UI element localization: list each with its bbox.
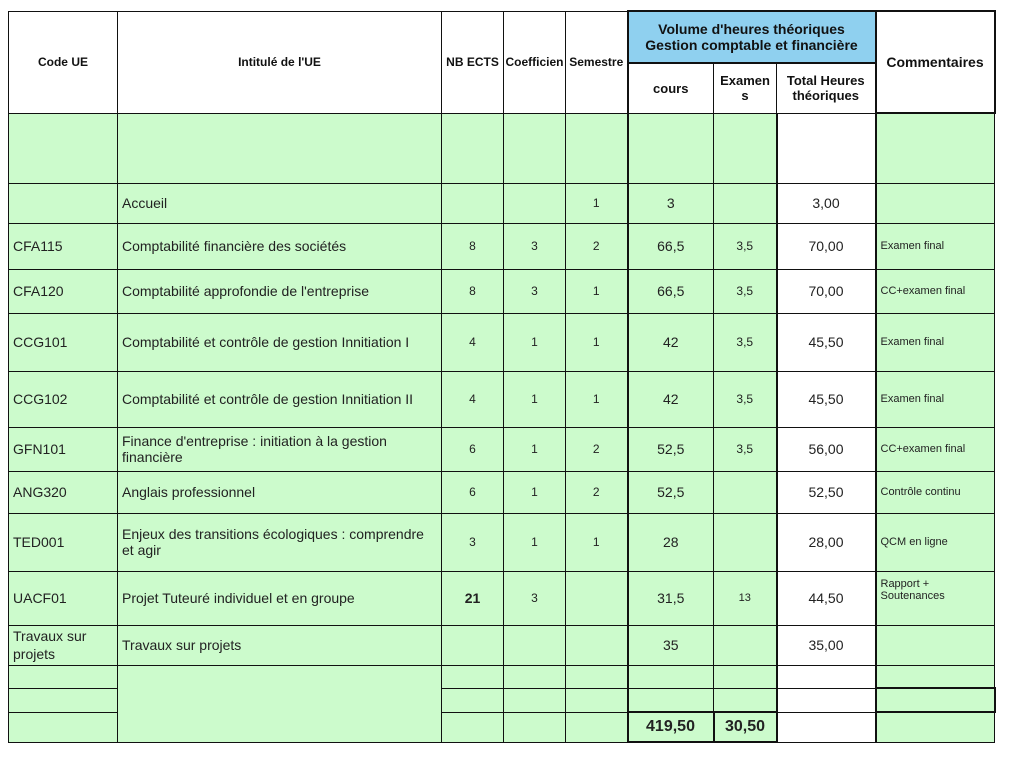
cell-cours: 3: [628, 183, 714, 223]
header-code-ue: Code UE: [9, 11, 118, 113]
cell-sem: [566, 625, 628, 665]
cell-cours: 66,5: [628, 269, 714, 313]
cell-comment: CC+examen final: [876, 269, 995, 313]
cell-coef: 1: [504, 471, 566, 513]
cell-coef: 1: [504, 427, 566, 471]
cell-examens: [714, 625, 777, 665]
header-cours: cours: [628, 63, 714, 113]
cell-intitule: Anglais professionnel: [118, 471, 442, 513]
cell-cours: 52,5: [628, 471, 714, 513]
cell-examens: 3,5: [714, 269, 777, 313]
cell-examens: [714, 183, 777, 223]
cell-coef: [504, 625, 566, 665]
cell-coef: 3: [504, 223, 566, 269]
cell-comment: CC+examen final: [876, 427, 995, 471]
cell-comment: [876, 625, 995, 665]
cell-cours: 35: [628, 625, 714, 665]
cell-total: 35,00: [777, 625, 876, 665]
table-row-empty: [9, 665, 995, 688]
cell-intitule: Travaux sur projets: [118, 625, 442, 665]
header-volume-heures: [628, 11, 876, 63]
header-commentaires: Commentaires: [876, 11, 995, 113]
cell-cours: 66,5: [628, 223, 714, 269]
table-row: [9, 513, 995, 571]
cell-ects: 3: [442, 513, 504, 571]
cell-examens: 3,5: [714, 371, 777, 427]
cell-comment: [876, 183, 995, 223]
cell-comment: Examen final: [876, 223, 995, 269]
cell-ects: 21: [442, 571, 504, 625]
ue-table: [8, 10, 996, 743]
cell-code: CCG102: [9, 371, 118, 427]
cell-cours: 42: [628, 371, 714, 427]
cell-code: ANG320: [9, 471, 118, 513]
cell-ects: 4: [442, 371, 504, 427]
cell-ects: [442, 625, 504, 665]
cell-code: UACF01: [9, 571, 118, 625]
cell-coef: 1: [504, 313, 566, 371]
cell-intitule: Comptabilité et contrôle de gestion Innitiation II: [118, 371, 442, 427]
cell-total: 3,00: [777, 183, 876, 223]
table-row: [9, 571, 995, 625]
table-row: [9, 269, 995, 313]
cell-code: CFA115: [9, 223, 118, 269]
cell-code: CCG101: [9, 313, 118, 371]
table-row-empty: [9, 113, 995, 183]
cell-ects: 8: [442, 269, 504, 313]
cell-total: 56,00: [777, 427, 876, 471]
cell-code: GFN101: [9, 427, 118, 471]
table-row: [9, 427, 995, 471]
cell-coef: 1: [504, 513, 566, 571]
cell-cours: 31,5: [628, 571, 714, 625]
cell-cours: 28: [628, 513, 714, 571]
cell-examens: 3,5: [714, 427, 777, 471]
header-semestre: Semestre: [566, 11, 628, 113]
cell-total: 52,50: [777, 471, 876, 513]
cell-code: [9, 183, 118, 223]
cell-cours: 42: [628, 313, 714, 371]
header-total-heures: Total Heures théoriques: [777, 63, 876, 113]
cell-coef: 3: [504, 269, 566, 313]
cell-comment: Rapport + Soutenances: [876, 571, 995, 625]
cell-sem: 2: [566, 471, 628, 513]
volume-title-line1: Volume d'heures théoriques: [658, 21, 845, 37]
cell-sem: 2: [566, 427, 628, 471]
total-cours: 419,50: [628, 712, 714, 742]
cell-total: 44,50: [777, 571, 876, 625]
total-examens: 30,50: [714, 712, 777, 742]
cell-examens: [714, 513, 777, 571]
header-nb-ects: NB ECTS: [442, 11, 504, 113]
cell-ects: 8: [442, 223, 504, 269]
cell-ects: [442, 183, 504, 223]
cell-total: 70,00: [777, 223, 876, 269]
cell-coef: 1: [504, 371, 566, 427]
cell-sem: 1: [566, 513, 628, 571]
cell-intitule: Comptabilité et contrôle de gestion Innitiation I: [118, 313, 442, 371]
cell-sem: 1: [566, 183, 628, 223]
cell-coef: [504, 183, 566, 223]
cell-comment: Examen final: [876, 313, 995, 371]
table-row: [9, 625, 995, 665]
header-examens: Examen s: [714, 63, 777, 113]
cell-total: 28,00: [777, 513, 876, 571]
cell-sem: 1: [566, 313, 628, 371]
cell-sem: 2: [566, 223, 628, 269]
cell-ects: 4: [442, 313, 504, 371]
table-row: [9, 223, 995, 269]
cell-sem: 1: [566, 371, 628, 427]
cell-examens: 3,5: [714, 223, 777, 269]
cell-intitule: Comptabilité financière des sociétés: [118, 223, 442, 269]
cell-examens: 3,5: [714, 313, 777, 371]
cell-total: 70,00: [777, 269, 876, 313]
cell-intitule: Accueil: [118, 183, 442, 223]
cell-intitule: Enjeux des transitions écologiques : comprendre et agir: [118, 513, 442, 571]
header-intitule: Intitulé de l'UE: [118, 11, 442, 113]
cell-examens: [714, 471, 777, 513]
header-coefficient: Coefficien: [504, 11, 566, 113]
cell-cours: 52,5: [628, 427, 714, 471]
table-row: [9, 471, 995, 513]
cell-examens: 13: [714, 571, 777, 625]
volume-title-line2: Gestion comptable et financière: [645, 37, 858, 53]
cell-comment: Contrôle continu: [876, 471, 995, 513]
cell-code: TED001: [9, 513, 118, 571]
cell-ects: 6: [442, 427, 504, 471]
cell-sem: [566, 571, 628, 625]
cell-comment: Examen final: [876, 371, 995, 427]
table-row: [9, 183, 995, 223]
cell-intitule: Finance d'entreprise : initiation à la gestion financière: [118, 427, 442, 471]
cell-code: CFA120: [9, 269, 118, 313]
cell-intitule: Projet Tuteuré individuel et en groupe: [118, 571, 442, 625]
cell-total: 45,50: [777, 371, 876, 427]
table-row: [9, 313, 995, 371]
cell-ects: 6: [442, 471, 504, 513]
cell-intitule: Comptabilité approfondie de l'entreprise: [118, 269, 442, 313]
cell-coef: 3: [504, 571, 566, 625]
cell-total: 45,50: [777, 313, 876, 371]
cell-sem: 1: [566, 269, 628, 313]
cell-comment: QCM en ligne: [876, 513, 995, 571]
cell-code: Travaux sur projets: [9, 625, 118, 665]
table-row: [9, 371, 995, 427]
